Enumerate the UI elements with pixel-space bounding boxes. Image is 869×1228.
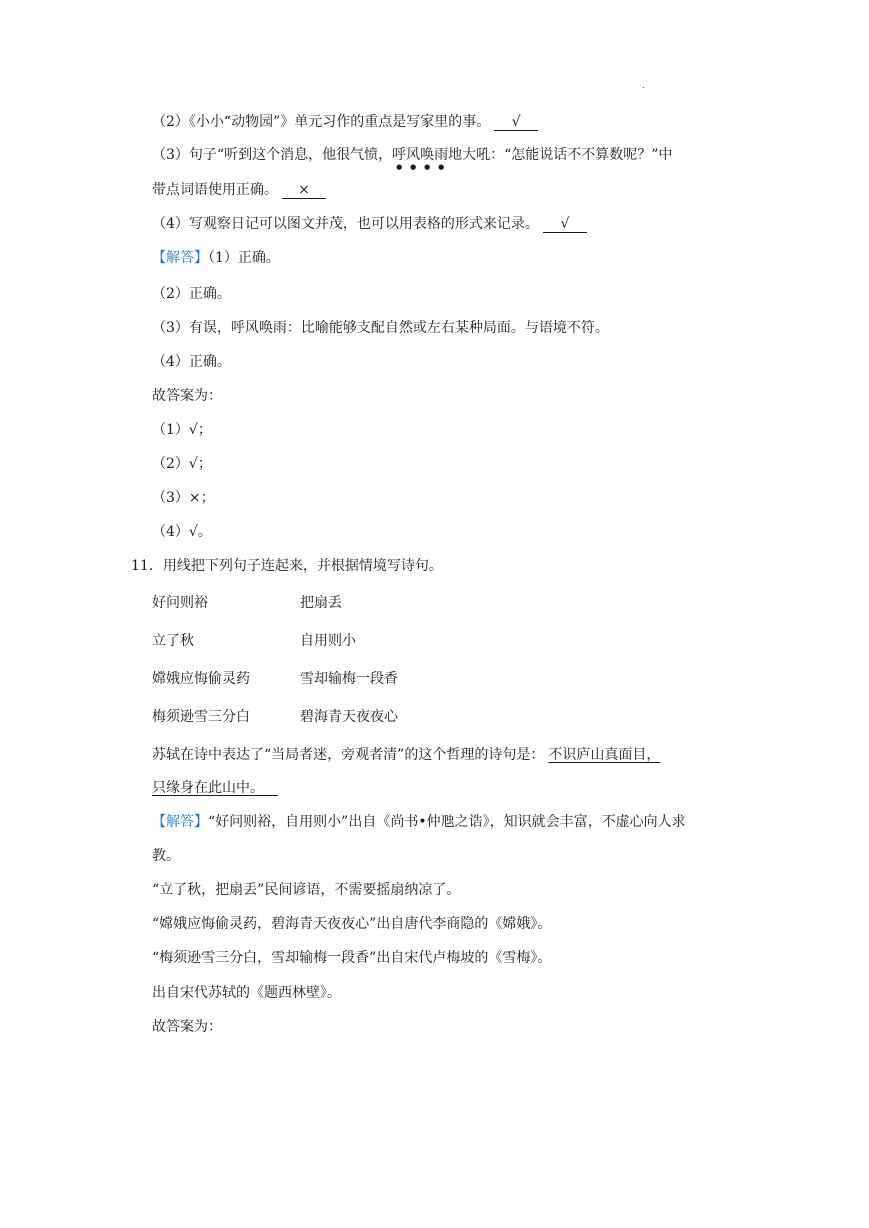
solution-11-line: 故答案为： <box>152 1019 222 1035</box>
solution-11-line: “梅须逊雪三分白，雪却输梅一段香”出自宋代卢梅坡的《雪梅》。 <box>152 950 552 966</box>
solution-11-first-cont: 教。 <box>152 848 180 864</box>
fill-answer-1: 不识庐山真面目， <box>548 747 661 763</box>
match-right-item: 自用则小 <box>300 633 356 649</box>
item-3-line2 <box>152 180 326 200</box>
match-left-item: 嫦娥应悔偷灵药 <box>152 671 250 687</box>
item-4 <box>152 214 587 234</box>
top-mark: . <box>642 81 645 90</box>
match-right-item: 把扇丢 <box>300 595 342 611</box>
fill-line-1 <box>152 745 660 765</box>
item-2-answer: √ <box>494 114 538 131</box>
item-3-post: 地大吼：“怎能说话不不算数呢？”中 <box>448 147 673 163</box>
match-right-item: 碧海青天夜夜心 <box>300 709 398 725</box>
solution-11-first-text: “好问则裕，自用则小”出自《尚书•仲虺之诰》，知识就会丰富，不虚心向人求 <box>208 814 686 830</box>
solution-11-line: “嫦娥应悔偷灵药，碧海青天夜夜心”出自唐代李商隐的《嫦娥》。 <box>152 916 552 932</box>
item-2 <box>152 112 538 132</box>
item-3-pre: （3）句子“听到这个消息，他很气愤， <box>152 147 393 163</box>
solution-10-line: 故答案为： <box>152 388 222 404</box>
solution-11-line: 出自宋代苏轼的《题西林壁》。 <box>152 985 341 1001</box>
match-left-item: 好问则裕 <box>152 595 208 611</box>
match-left-item: 梅须逊雪三分白 <box>152 709 250 725</box>
solution-tag: 【解答】 <box>152 250 208 266</box>
item-4-answer: √ <box>543 216 587 233</box>
fill-line-2 <box>152 778 278 798</box>
item-3-line2-text: 带点词语使用正确。 <box>152 182 278 198</box>
solution-11-line: “立了秋，把扇丢”民间谚语，不需要摇扇纳凉了。 <box>152 882 461 898</box>
solution-10-first <box>152 248 280 268</box>
match-left-item: 立了秋 <box>152 633 194 649</box>
item-3-answer: × <box>282 182 326 199</box>
solution-10-line: （3）有误，呼风唤雨：比喻能够支配自然或左右某种局面。与语境不符。 <box>152 320 609 336</box>
fill-prompt: 苏轼在诗中表达了“当局者迷，旁观者清”的这个哲理的诗句是： <box>152 747 545 763</box>
item-4-text: （4）写观察日记可以图文并茂，也可以用表格的形式来记录。 <box>152 216 539 232</box>
solution-10-line: （1）√； <box>152 422 212 438</box>
fill-answer-2: 只缘身在此山中。 <box>152 780 264 796</box>
item-3-dotted-word: 呼风唤雨 <box>392 147 449 163</box>
solution-10-first-text: （1）正确。 <box>208 250 280 266</box>
solution-10-line: （4）√。 <box>152 524 212 540</box>
solution-10-line: （2）√； <box>152 456 212 472</box>
solution-10-line: （4）正确。 <box>152 354 231 370</box>
item-2-text: （2）《小小“动物园”》单元习作的重点是写家里的事。 <box>152 114 491 130</box>
match-right-item: 雪却输梅一段香 <box>300 671 398 687</box>
question-11-stem: 11．用线把下列句子连起来，并根据情境写诗句。 <box>131 558 443 574</box>
item-3 <box>152 145 672 165</box>
solution-10-line: （2）正确。 <box>152 286 231 302</box>
solution-10-line: （3）×； <box>152 490 215 506</box>
solution-11-first <box>152 812 686 832</box>
solution-tag: 【解答】 <box>152 814 208 830</box>
